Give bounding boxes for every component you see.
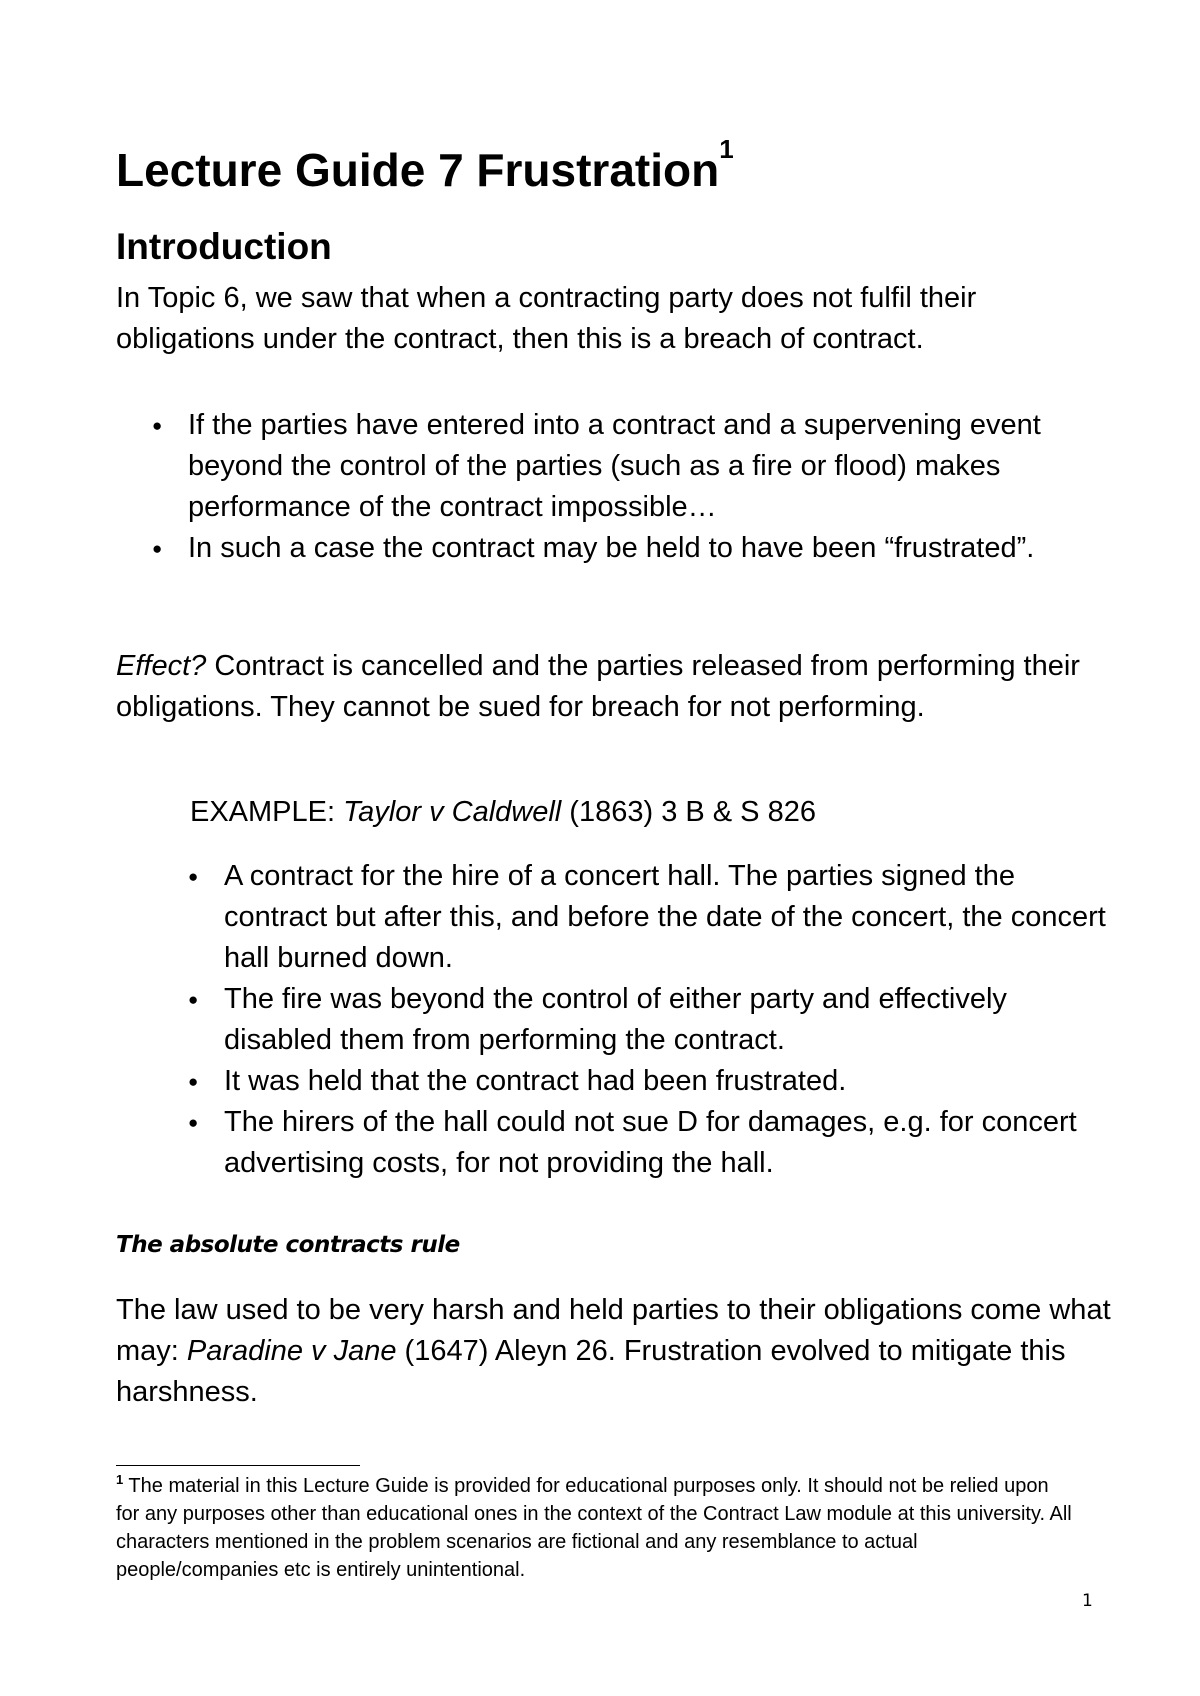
list-item: ● A contract for the hire of a concert hall. The parties signed the contract but after this, and before the date of the concert, the concert hall burned down. [188,856,1108,979]
footnote-text: The material in this Lecture Guide is provided for educational purposes only. It should not be relied upon for any purposes other than educational ones in the context of the Contract Law module at this university. All characters mentioned in the problem scenarios are fictional and any resemblance to actual people/companies etc is entirely unintentional. [116,1475,1072,1581]
intro-paragraph: In Topic 6, we saw that when a contracting party does not fulfil their obligations under the contract, then this is a breach of contract. [116,282,977,355]
example-bullet-list [188,856,1108,1184]
document-title [116,134,734,200]
footnote-separator [116,1465,360,1466]
title-footnote-ref[interactable]: 1 [719,134,734,164]
intro-heading: Introduction [116,226,332,267]
absolute-rule-paragraph: The law used to be very harsh and held parties to their obligations come what may: Paradine v Jane (1647) Aleyn 26. Frustration evolved to mitigate this harshness. [116,1294,1111,1408]
example-case-name: Taylor v Caldwell [343,796,562,828]
effect-text: Contract is cancelled and the parties released from performing their obligations. They cannot be sued for breach for not performing. [116,650,1080,723]
list-item: ● The fire was beyond the control of either party and effectively disabled them from performing the contract. [188,979,1108,1061]
bullet-icon: ● [188,1072,199,1091]
bullet-icon: ● [188,867,199,886]
list-item: ● The hirers of the hall could not sue D for damages, e.g. for concert advertising costs, for not providing the hall. [188,1102,1108,1184]
page-number: 1 [1082,1591,1093,1611]
example-heading [190,792,816,833]
bullet-icon: ● [152,539,163,558]
list-item: ● In such a case the contract may be held to have been “frustrated”. [152,528,1092,569]
list-item: ● If the parties have entered into a contract and a supervening event beyond the control of the parties (such as a fire or flood) makes performance of the contract impossible… [152,405,1092,528]
footnote [116,1472,1076,1584]
effect-label: Effect? [116,650,207,682]
absolute-rule-heading: The absolute contracts rule [116,1232,460,1258]
bullet-icon: ● [188,990,199,1009]
bullet-icon: ● [188,1113,199,1132]
example-citation: (1863) 3 B & S 826 [561,796,816,828]
absolute-rule-case-name: Paradine v Jane [186,1335,397,1367]
list-item: ● It was held that the contract had been frustrated. [188,1061,1108,1102]
title-text: Lecture Guide 7 Frustration [116,144,720,196]
footnote-marker: 1 [116,1472,124,1487]
bullet-icon: ● [152,416,163,435]
example-prefix: EXAMPLE: [190,796,344,828]
intro-bullet-list [152,405,1092,569]
effect-paragraph [116,646,1116,728]
